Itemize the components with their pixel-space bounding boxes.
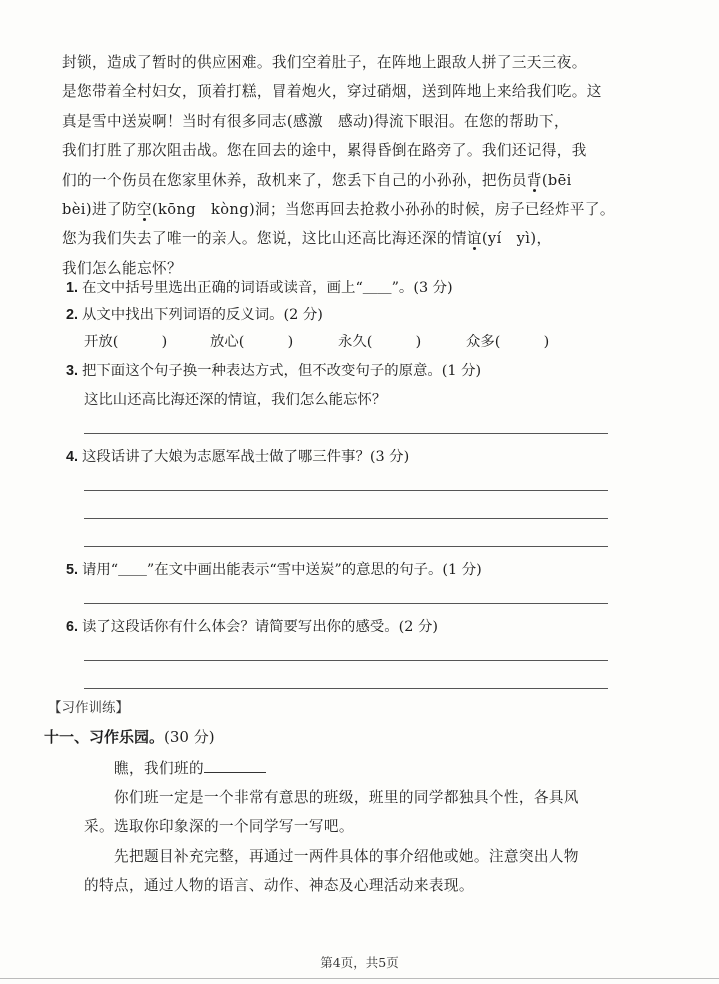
title-blank[interactable] (204, 772, 266, 773)
question-4 (66, 445, 409, 466)
passage-line (62, 166, 610, 195)
antonym-item[interactable]: 众多( ) (466, 334, 550, 350)
section-points: (30 分) (164, 728, 215, 746)
dotted-char: 空 (136, 201, 152, 219)
dotted-char: 谊 (466, 230, 482, 248)
section-tag: 【习作训练】 (48, 700, 129, 716)
passage-line: 真是雪中送炭啊！当时有很多同志(感激 感动)得流下眼泪。在您的帮助下， (62, 112, 569, 130)
composition-title-line (114, 757, 266, 778)
answer-line[interactable] (84, 546, 608, 547)
passage-text: 们的一个伤员在您家里休养，敌机来了，您丢下自己的小孙孙，把伤员 (62, 171, 527, 189)
question-6 (66, 615, 438, 636)
answer-line[interactable] (84, 603, 608, 604)
question-5 (66, 558, 482, 579)
antonym-item[interactable]: 永久( ) (338, 334, 422, 350)
question-number: 6. (66, 619, 79, 635)
question-text: 读了这段话你有什么体会？请简要写出你的感受。(2 分) (82, 619, 438, 635)
passage-text: (kōng kòng)洞；当您再回去抢救小孙孙的时候，房子已经炸平了。 (151, 201, 615, 219)
question-number: 3. (66, 363, 79, 379)
answer-line[interactable] (84, 688, 608, 689)
pinyin-choice: bèi)进了防 (62, 201, 137, 219)
answer-line[interactable] (84, 518, 608, 519)
composition-title: 瞧，我们班的 (114, 760, 204, 777)
answer-line[interactable] (84, 490, 608, 491)
composition-text: 先把题目补充完整，再通过一两件具体的事介绍他或她。注意突出人物 (114, 848, 579, 865)
dotted-char: 背 (526, 171, 542, 189)
question-1 (66, 276, 453, 297)
composition-text: 你们班一定是一个非常有意思的班级，班里的同学都独具个性，各具风 (114, 789, 579, 806)
passage-line: 我们怎么能忘怀？ (62, 259, 182, 277)
passage-text: 您为我们失去了唯一的亲人。您说，这比山还高比海还深的情 (62, 230, 467, 248)
passage-line: 我们打胜了那次阻击战。您在回去的途中，累得昏倒在路旁了。我们还记得，我 (62, 142, 587, 160)
footer-divider (0, 978, 719, 979)
question-text: 把下面这个句子换一种表达方式，但不改变句子的原意。(1 分) (82, 363, 482, 379)
composition-text: 的特点，通过人物的语言、动作、神态及心理活动来表现。 (84, 877, 474, 894)
question-3 (66, 359, 481, 380)
passage-line (62, 195, 615, 224)
answer-line[interactable] (84, 660, 608, 661)
question-text: 这段话讲了大娘为志愿军战士做了哪三件事？(3 分) (82, 449, 410, 465)
rewrite-sentence: 这比山还高比海还深的情谊，我们怎么能忘怀？ (84, 392, 387, 408)
composition-text: 采。选取你印象深的一个同学写一写吧。 (84, 818, 354, 835)
question-number: 1. (66, 280, 79, 296)
passage-line: 封锁，造成了暂时的供应困难。我们空着肚子，在阵地上跟敌人拼了三天三夜。 (62, 54, 587, 71)
question-text: 在文中括号里选出正确的词语或读音，画上“＿＿”。(3 分) (82, 280, 453, 296)
question-text: 请用“＿＿”在文中画出能表示“雪中送炭”的意思的句子。(1 分) (82, 562, 482, 578)
antonym-items (84, 330, 549, 351)
section-heading (44, 726, 215, 747)
question-number: 2. (66, 307, 79, 323)
section-title: 十一、习作乐园。 (44, 728, 165, 746)
passage-line (62, 224, 610, 253)
reading-passage (62, 48, 615, 283)
antonym-item[interactable]: 放心( ) (210, 334, 294, 350)
pinyin-choice: (bēi (541, 171, 572, 189)
question-number: 5. (66, 562, 79, 578)
antonym-item[interactable]: 开放( ) (84, 334, 168, 350)
question-text: 从文中找出下列词语的反义词。(2 分) (82, 307, 323, 323)
passage-line: 是您带着全村妇女，顶着打糕，冒着炮火，穿过硝烟，送到阵地上来给我们吃。这 (62, 83, 602, 101)
pinyin-choice: (yí yì)， (481, 230, 552, 248)
question-number: 4. (66, 449, 79, 465)
question-2 (66, 303, 323, 324)
answer-line[interactable] (84, 433, 608, 434)
page-footer: 第4页，共5页 (320, 955, 399, 970)
